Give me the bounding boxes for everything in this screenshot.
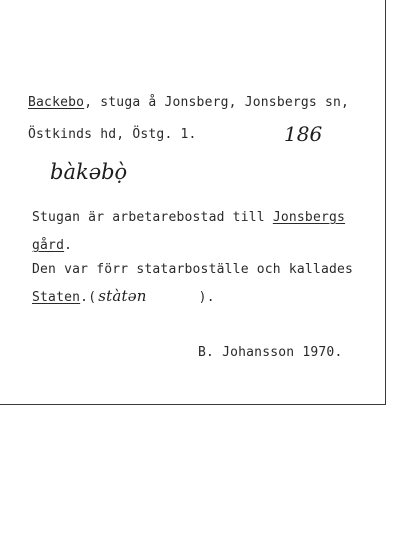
- open-paren: .(: [80, 290, 97, 305]
- district-text: Östkinds hd, Östg. 1.: [28, 127, 197, 142]
- header-line-1: [28, 95, 349, 110]
- phonetic-transcription: bàkəbọ̀: [50, 160, 128, 184]
- gard-period: .: [64, 238, 73, 253]
- staten-underlined: Staten: [32, 290, 81, 305]
- place-name: Backebo: [28, 95, 85, 110]
- gard-underlined: gård: [32, 238, 65, 253]
- body-line-1: [32, 210, 345, 225]
- body-line-3: [32, 262, 353, 277]
- body-line-4: [32, 287, 215, 305]
- body-text-3: Den var förr statarboställe och kallades: [32, 262, 354, 277]
- card-number: 186: [284, 122, 323, 146]
- staten-phonetic: stàtən: [98, 287, 147, 305]
- body-text-1: Stugan är arbetarebostad till: [32, 210, 273, 225]
- place-description: , stuga å Jonsberg, Jonsbergs sn,: [84, 95, 350, 110]
- header-line-2: [28, 127, 197, 142]
- close-paren: ).: [198, 290, 215, 305]
- signature: B. Johansson 1970.: [198, 345, 343, 360]
- jonsbergs-underlined: Jonsbergs: [272, 210, 346, 225]
- body-line-2: [32, 238, 72, 253]
